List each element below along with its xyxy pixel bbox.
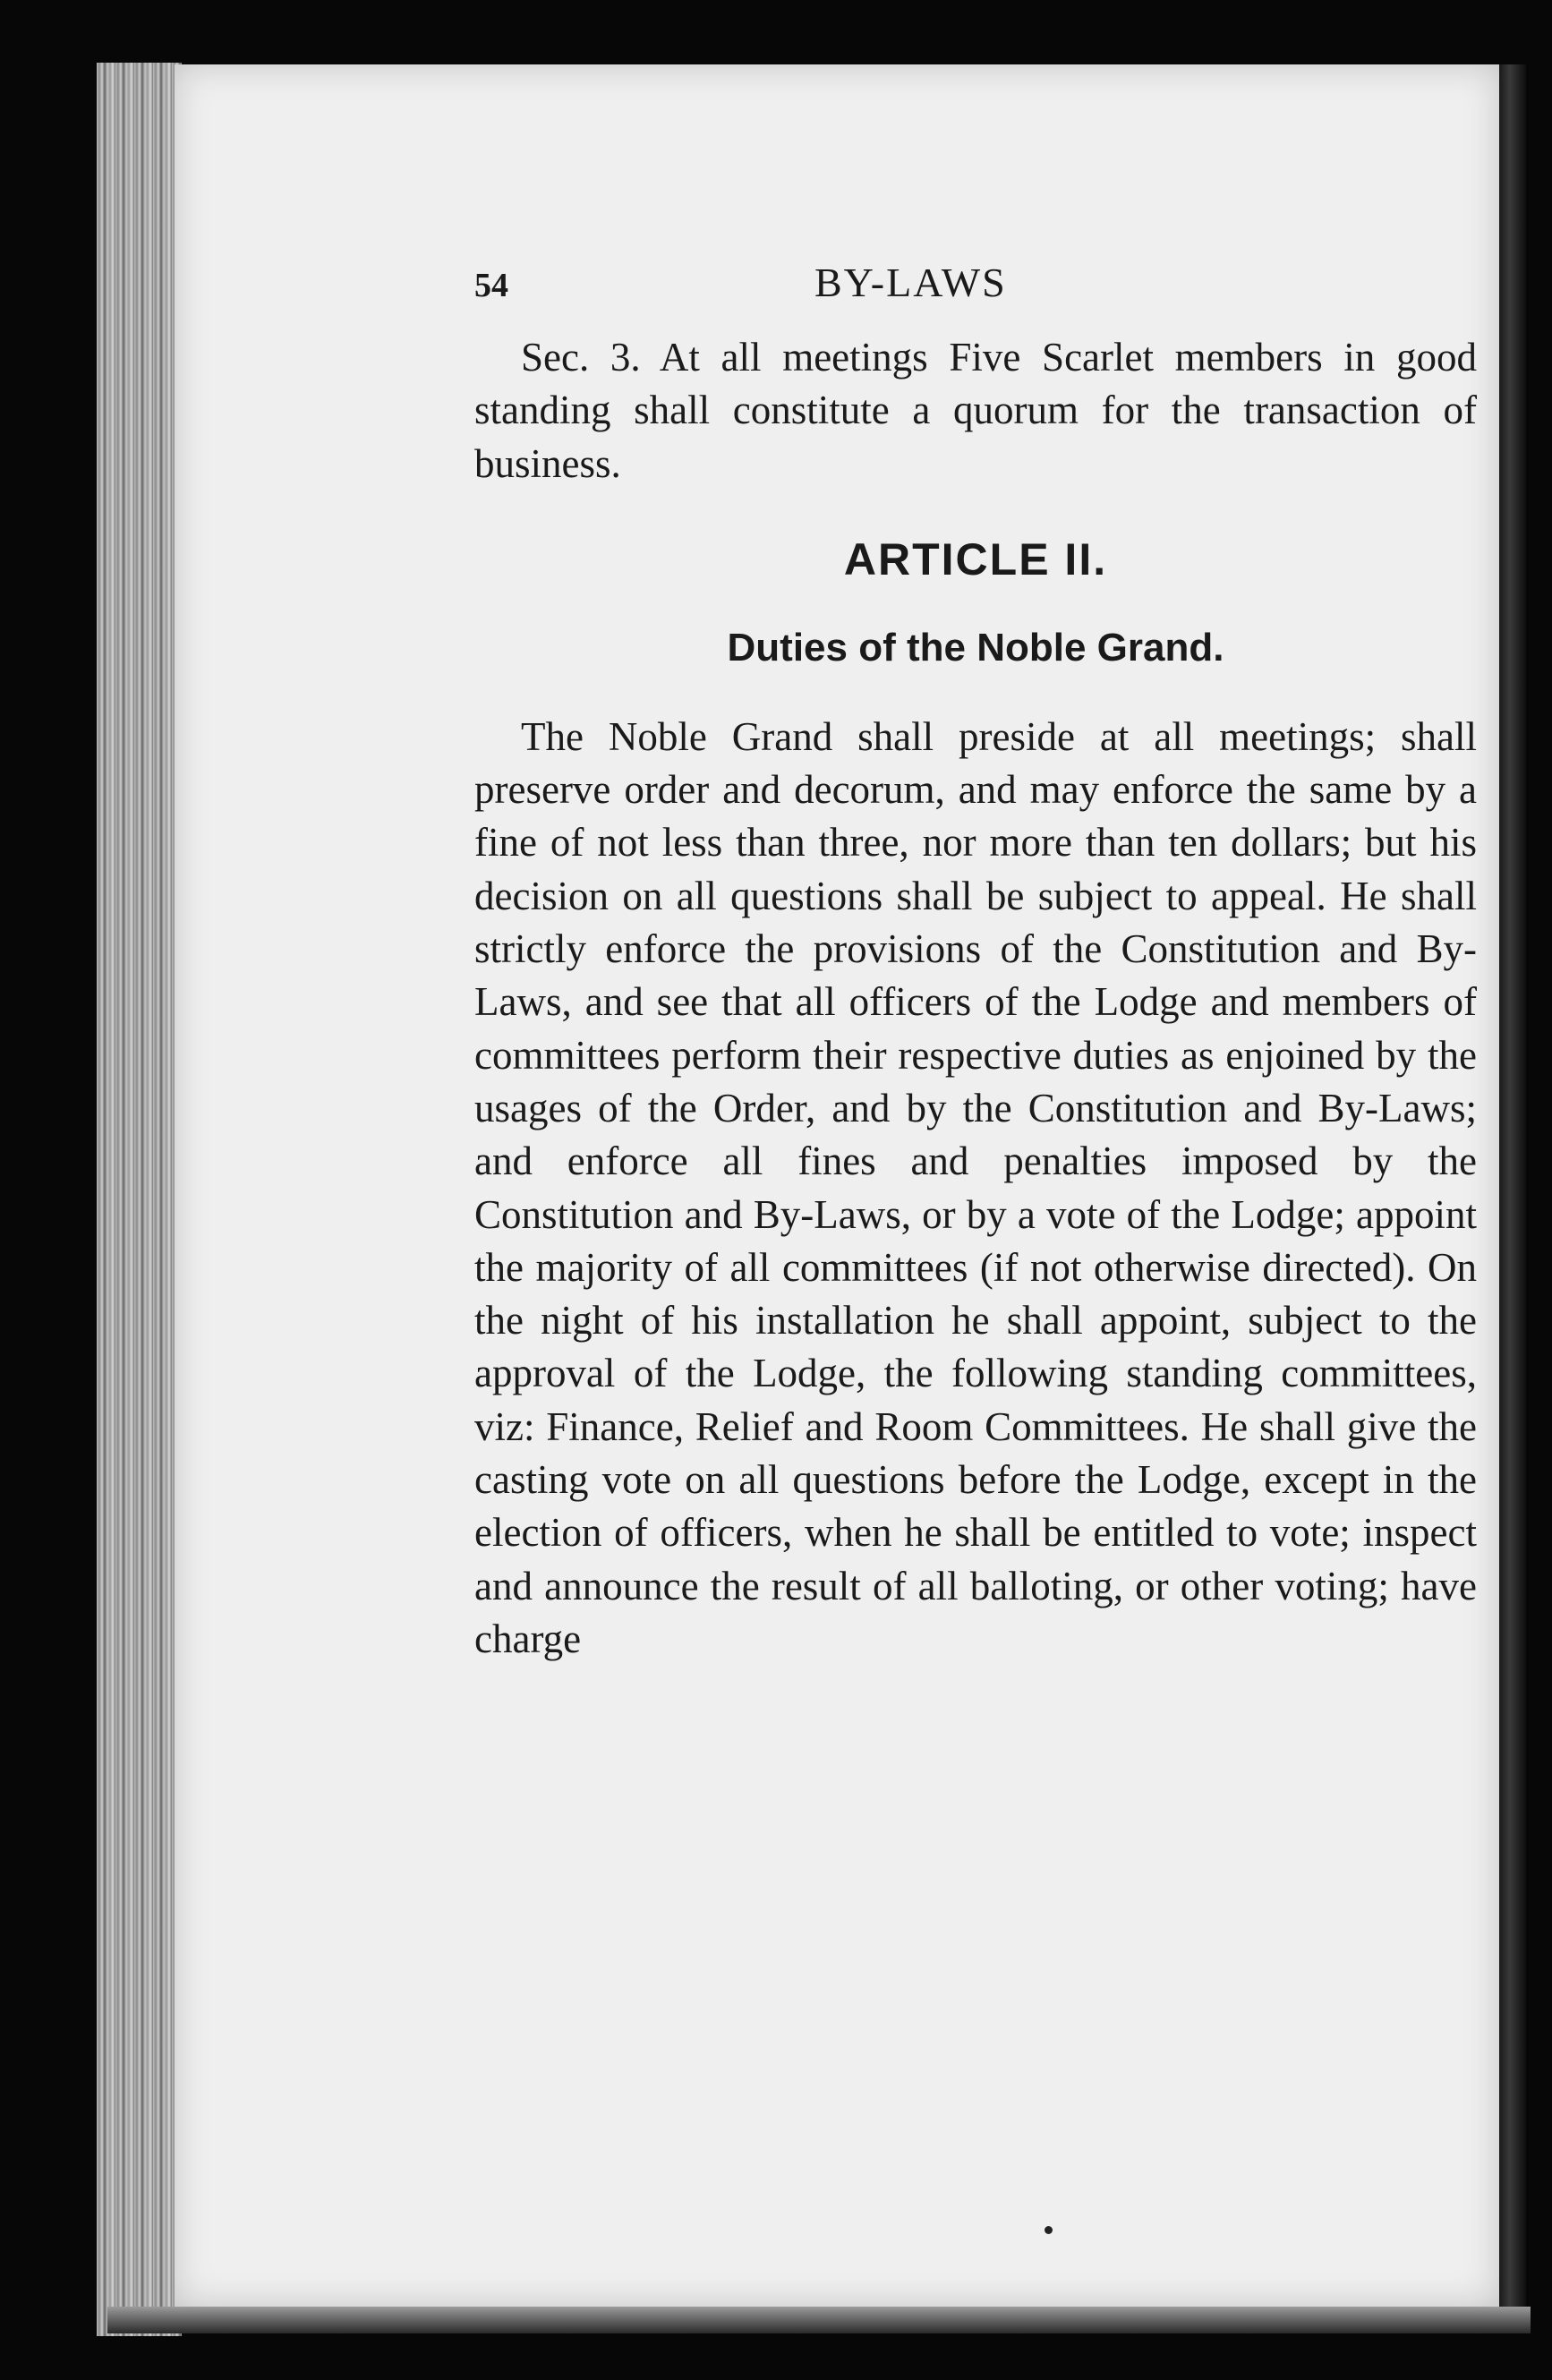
section-3-paragraph: Sec. 3. At all meetings Five Scarlet members in good standing shall constitute a quorum for the transaction of business. (474, 335, 1477, 486)
article-heading: ARTICLE II. (843, 533, 1108, 584)
text-block (474, 260, 1477, 1666)
running-title: BY-LAWS (814, 260, 1007, 305)
binding-gutter (97, 63, 182, 2336)
page-right-edge (1499, 64, 1526, 2307)
article-subheading: Duties of the Noble Grand. (727, 625, 1224, 670)
page-number: 54 (474, 267, 508, 304)
page-mark (1045, 2226, 1053, 2234)
article-body-paragraph: The Noble Grand shall preside at all meetings; shall preserve order and decorum, and may enforce the same by a fine of not less than three, nor more than ten dollars; but his decision on all questions shall be subject to appeal. He shall strictly enforce the provisions of the Constitution and By-Laws, and see that all officers of the Lodge and members of committees perform their respective duties as enjoined by the usages of the Order, and by the Constitution and By-Laws; and enforce all fines and penalties imposed by the Constitution and By-Laws, or by a vote of the Lodge; appoint the majority of all committees (if not otherwise directed). On the night of his installation he shall appoint, subject to the approval of the Lodge, the following standing committees, viz: Finance, Relief and Room Committees. He shall give the casting vote on all questions before the Lodge, except in the election of officers, when he shall be entitled to vote; inspect and announce the result of all balloting, or other voting; have charge (474, 713, 1477, 1661)
page-bottom-edge (107, 2307, 1531, 2333)
running-head (474, 260, 1477, 331)
